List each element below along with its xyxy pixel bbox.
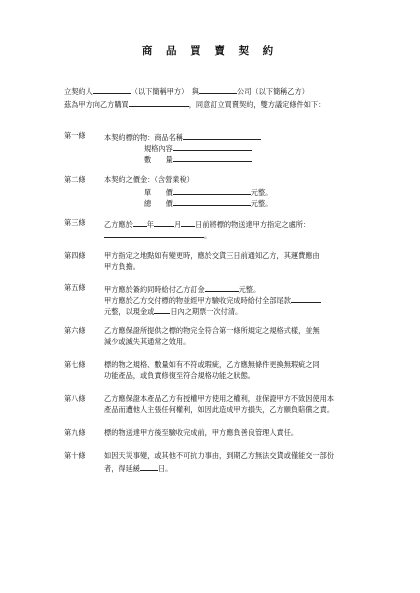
article-text: 總 價 (144, 199, 173, 208)
blank-company (199, 85, 237, 94)
article-text: 減少或滅失其通常之效用。 (104, 337, 191, 346)
article-text: 產品而遭他人主張任何權利，如因此造成甲方損失，乙方願負賠償之責。 (104, 405, 335, 414)
blank-balance (291, 294, 321, 303)
article-text: 本契約標的物：商品名稱 (104, 133, 184, 142)
blank-product-name (183, 131, 261, 140)
article-text: 功能產品，或負責修復至符合規格功能之狀態。 (104, 371, 255, 380)
article-text: 日。 (157, 464, 173, 473)
article-text: 單 價 (144, 188, 173, 197)
article-text: 元整，以現金或 (104, 307, 155, 316)
blank-delivery-place (104, 229, 204, 238)
article-text: 甲方指定之地點如有變更時，應於交貨三日前通知乙方，其運費應由 (104, 251, 320, 260)
blank-party-a (93, 85, 131, 94)
article-text: 。 (204, 231, 212, 240)
article-text: 元整。 (238, 285, 261, 294)
blank-day (181, 218, 195, 227)
article-text: 甲方應於簽約同時給付乙方訂金 (104, 285, 205, 294)
intro-line-1 (64, 85, 309, 98)
blank-month (154, 218, 174, 227)
article-number: 第七條 (64, 360, 86, 369)
article-number: 第十條 (64, 451, 86, 460)
article-text: 元整。 (250, 199, 273, 208)
article-text: 日內之期票一次付清。 (170, 307, 243, 316)
article-text: 標的物送達甲方後至驗收完成前，甲方應負善良管理人責任。 (104, 428, 299, 437)
blank-total-price (173, 197, 251, 206)
article-text: 如因天災事變，或其他不可抗力事由，到期乙方無法交貨或僅能交一部份 (104, 451, 335, 460)
article-text: 數 量 (144, 155, 173, 164)
intro-text: 公司（以下簡稱乙方） (237, 87, 309, 96)
blank-year (133, 218, 147, 227)
intro-text: 茲為甲方向乙方購買 (64, 100, 129, 109)
article-text: 甲方負擔。 (104, 262, 140, 271)
article-text: 甲方應於乙方交付標的物並經甲方驗收完成時給付全部尾款 (104, 296, 291, 305)
article-text: 規格內容 (144, 144, 173, 153)
article-number: 第六條 (64, 326, 86, 335)
article-number: 第四條 (64, 251, 86, 260)
article-number: 第五條 (64, 283, 86, 292)
blank-spec (173, 142, 252, 151)
article-text: 乙方應保證所提供之標的物完全符合第一條所規定之規格式樣，並無 (104, 326, 320, 335)
article-text: 年 (146, 220, 154, 229)
intro-text: ，同意訂立買賣契約，雙方議定條件如下： (188, 100, 326, 109)
blank-deposit (205, 283, 239, 292)
intro-text: （以下簡稱甲方） 與 (130, 87, 200, 96)
article-text: 元整。 (250, 188, 273, 197)
blank-unit-price (173, 186, 251, 195)
article-text: 月 (173, 220, 182, 229)
blank-delay-days (140, 462, 158, 471)
article-number: 第九條 (64, 428, 86, 437)
article-number: 第一條 (64, 131, 86, 140)
blank-days (154, 305, 170, 314)
blank-quantity (173, 153, 252, 162)
intro-text: 立契約人 (64, 87, 93, 96)
article-text: 乙方應於 (104, 220, 133, 229)
article-text: 乙方應保證本產品乙方有授權甲方使用之權利，並保證甲方不致因使用本 (104, 394, 335, 403)
document-title: 商 品 買 賣 契 約 (141, 45, 279, 57)
article-number: 第二條 (64, 175, 86, 184)
article-number: 第三條 (64, 218, 86, 227)
article-text: 本契約之價金：（含營業稅） (104, 175, 194, 184)
article-text: 者，得延緩 (104, 464, 140, 473)
article-text: 日前將標的物送達甲方指定之處所： (195, 220, 311, 229)
intro-line-2 (64, 98, 325, 111)
blank-product (129, 98, 189, 107)
article-number: 第八條 (64, 394, 86, 403)
article-text: 標的物之規格、數量如有不符或瑕疵，乙方應無條件更換無瑕疵之同 (104, 360, 320, 369)
